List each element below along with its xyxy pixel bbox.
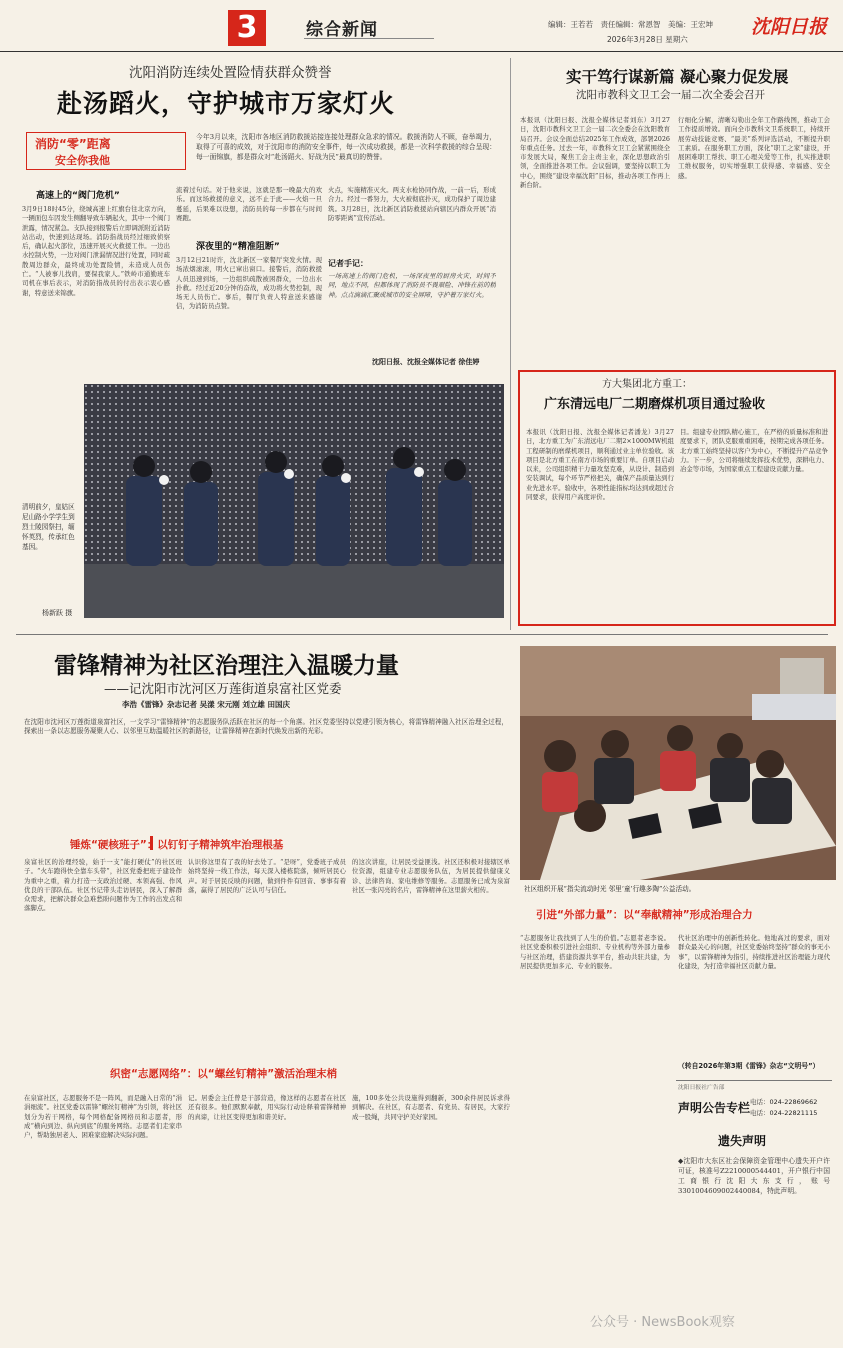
community-photo-caption: 社区组织开展“指尖流动时光 邻里‘童’行趣多陶”公益活动。 xyxy=(524,885,696,893)
fire-slogan-line2: 安全你我他 xyxy=(55,154,110,167)
column-divider xyxy=(510,58,511,630)
leifeng-subhead-3-text: 引进“外部力量”：以“奉献精神”形成治理合力 xyxy=(536,909,753,921)
fire-kicker: 沈阳消防连续处置险情获群众赞誉 xyxy=(129,65,332,81)
leifeng-col-g: “志愿服务让我找到了人生的价值。”志愿者老李说。社区党委积极引进社会组织、专业机构等外部力量参与社区治理，搭建资源共享平台，推动共驻共建，为居民提供更加多元、专业的服务。 xyxy=(520,934,670,970)
power-col-2: 目。组建专业团队精心施工，在严格的质量标准和进度要求下，团队克服重重困难，按期完成各项任务。北方重工始终坚持以客户为中心，不断提升产品竞争力。下一步，公司将继续发挥技术优势，深耕电力、冶金等市场，为国家重点工程建设贡献力量。 xyxy=(680,428,828,474)
fire-reporter-note: 一场高速上的阀门危机，一场深夜里的厨房火灾，时间不同，地点不同，但都体现了消防员不畏艰险、冲锋在前的精神。点点滴滴汇聚成城市的安全屏障，守护着万家灯火。 xyxy=(328,272,496,299)
leifeng-col-c: 的这次讲座，让居民受益匪浅。社区还积极对接辖区单位资源，组建专业志愿服务队伍，为居民提供健康义诊、法律咨询、家电维修等服务。志愿服务已成为泉富社区一张闪亮的名片，雷锋精神在这里薪火相传。 xyxy=(352,858,510,894)
fire-title: 赴汤蹈火，守护城市万家灯火 xyxy=(57,89,396,118)
fire-reporter-note-label: 记者手记： xyxy=(328,259,368,268)
fire-col-2: 流着过句话。对于他来说，这就是那一晚最大的欢乐。而这场救援的意义，远不止于此——火焰一旦蔓延，后果难以设想，消防员的每一步都在与时间赛跑。 xyxy=(176,186,322,222)
leifeng-byline: 李浩《雷锋》杂志记者 吴漾 宋元刚 刘立雄 田国庆 xyxy=(122,700,290,709)
leifeng-subhead-1 xyxy=(70,838,283,853)
leifeng-subhead-1-text: 锤炼“硬核班子”：以钉钉子精神筑牢治理根基 xyxy=(70,839,284,851)
power-col-1: 本报讯（沈阳日报、沈报全媒体记者潘龙）3月27日，北方重工为广东清远电厂二期2×1000MW机组工程研制的磨煤机项目，顺利通过业主单位验收。该项目是北方重工在南方市场的重要订单。自项目启动以来，公司组织精干力量攻坚克难，从设计、制造到安装调试，每个环节严格把关，确保产品质量达到行业先进水平。验收中，各项性能指标均达到或超过合同要求，获得用户高度评价。 xyxy=(526,428,674,502)
section-title: 综合新闻 xyxy=(306,20,378,40)
ceremony-photo xyxy=(84,384,504,618)
ceremony-photo-credit: 杨新跃 摄 xyxy=(42,609,73,617)
fire-subhead-1: 高速上的“阀门危机” xyxy=(36,191,120,201)
power-title: 广东清远电厂二期磨煤机项目通过验收 xyxy=(544,397,766,412)
leifeng-col-b: 认识你这里有了我的好去处了。“是呀”，党委班子成员始终坚持一线工作法，每天深入楼栋院落，倾听居民心声。对于居民反映的问题，做到件件有回音、事事有着落，赢得了居民的广泛认可与信任。 xyxy=(188,858,346,894)
leifeng-col-d: 在泉富社区，志愿服务不是一阵风，而是融入日常的“涓涓细流”。社区党委以雷锋“螺丝钉精神”为引领，将社区划分为若干网格，每个网格配备网格员和志愿者，形成“横向到边、纵向到底”的服务网络。志愿者们走家串户，帮助独居老人、困难家庭解决实际问题。 xyxy=(24,1094,182,1140)
ceremony-photo-art xyxy=(84,384,504,618)
fire-credit: 沈阳日报、沈报全媒体记者 徐佳婷 xyxy=(372,358,480,366)
edu-subtitle: 沈阳市教科文卫工会一届二次全委会召开 xyxy=(576,89,765,101)
ceremony-photo-caption: 清明前夕，皇姑区尼山路小学学生到烈士陵园祭扫，缅怀英烈，传承红色基因。 xyxy=(22,503,75,551)
fire-col-2b: 3月12日21时许，沈北新区一家餐厅突发火情。现场浓烟滚滚，明火已窜出窗口。接警后，消防救援人员迅速到场，一边组织疏散被困群众，一边出水扑救。经过近20分钟的奋战，成功将火势控制，现场无人员伤亡。事后，餐厅负责人特意送来感谢信，为消防员点赞。 xyxy=(176,256,322,311)
leifeng-col-f: 施，100多处公共设施得到翻新，300余件居民诉求得到解决。在社区，有志愿者、有党员、有居民，大家拧成一股绳，共同守护美好家园。 xyxy=(352,1094,510,1121)
mid-rule xyxy=(16,634,828,635)
edu-col-1: 本报讯（沈阳日报、沈报全媒体记者刘东）3月27日，沈阳市教科文卫工会一届二次全委会在沈阳教育局召开。会议全面总结2025年工作成效，部署2026年重点任务。过去一年，市教科文卫工会紧紧围绕全市发展大局，聚焦工会主责主业，深化思想政治引领，全面推进各项工作。会议强调，要坚持以职工为中心，围绕“建设幸福沈阳”目标，推动各项工作再上新台阶。 xyxy=(520,116,670,190)
edu-col-2: 行细化分解，清晰勾勒出全年工作路线图，推动工会工作提质增效。面向全市教科文卫系统职工，持续开展劳动技能竞赛、“最美”系列评选活动，不断提升职工素质。在服务职工方面，深化“职工之家”建设，开展困难职工帮扶、职工心理关爱等工作，扎实推进职工维权服务，切实增强职工获得感、幸福感、安全感。 xyxy=(678,116,830,180)
fire-slogan-line1: 消防“零”距离 xyxy=(35,137,111,151)
newspaper-logo: 沈阳日报 xyxy=(750,16,827,38)
page-number: 3 xyxy=(228,10,266,46)
fire-subhead-2: 深夜里的“精准阻断” xyxy=(196,242,280,252)
ads-phone-1: 电话：024-22869662 xyxy=(750,1098,818,1106)
fire-col-3: 火点，实施精准灭火。两支水枪协同作战，一前一后，形成合力。经过一番努力，大火被彻底扑灭，成功保护了周边建筑。3月28日，沈北新区消防救援站向辖区内群众开展“消防零距离”宣传活动。 xyxy=(328,186,496,222)
fire-slogan-box xyxy=(26,132,186,170)
lost-notice-text: ◆沈阳市大东区社会保障资金管理中心遗失开户许可证，核准号Z2210000544401，开户银行中国工商银行沈阳大东支行，账号3301004609002440084，特此声明。 xyxy=(678,1157,830,1195)
community-activity-photo-art xyxy=(520,646,836,880)
fire-col-1: 3月9日18时45分，绕城高速上红旗台往北京方向，一辆面包车因发生侧翻导致车辆起火，其中一个阀门泄露，情况紧急。支队接到报警后立即调派附近消防站出动，快速到达现场。消防指战员经过细致侦察后，确认起火部位，迅速开展灭火救援工作。一边出水控制火势，一边对阀门泄漏情况进行处置，同时疏散周边群众，最终成功处置险情，未造成人员伤亡。“人被事儿找肩，要保我家人。”铁岭市通勤班车司机在事后表示，对消防指战员的付出表示衷心感谢，特意送来锦旗。 xyxy=(22,205,170,297)
editor-credits: 编辑：王若若 责任编辑：常恩智 美编：王宏坤 xyxy=(548,20,713,29)
leifeng-source: （转自2026年第3期《雷锋》杂志“文明号”） xyxy=(678,1062,820,1070)
lost-notice-title: 遗失声明 xyxy=(718,1134,767,1148)
edu-title: 实干笃行谋新篇 凝心聚力促发展 xyxy=(566,68,789,86)
issue-date: 2026年3月28日 星期六 xyxy=(607,35,688,44)
leifeng-subhead-2-text: 织密“志愿网络”：以“螺丝钉精神”激活治理末梢 xyxy=(110,1068,338,1080)
ads-header: 声明公告专栏 xyxy=(678,1101,751,1115)
ads-sub: 沈阳日报社广告部 xyxy=(678,1085,725,1091)
community-activity-photo xyxy=(520,646,836,880)
leifeng-title: 雷锋精神为社区治理注入温暖力量 xyxy=(54,653,399,679)
ads-phone-2: 电话：024-22821115 xyxy=(750,1109,818,1117)
power-kicker: 方大集团北方重工： xyxy=(602,379,692,390)
leifeng-col-a: 泉富社区的治理经验，始于一支“能打硬仗”的社区班子。“火车跑得快全靠车头带”，社区党委把班子建设作为重中之重，着力打造一支政治过硬、本领高强、作风优良的干部队伍。社区书记带头走访居民，深入了解群众需求，把解决群众急难愁盼问题作为工作的出发点和落脚点。 xyxy=(24,858,182,913)
leifeng-subhead-3 xyxy=(536,908,753,923)
leifeng-col-h: 代社区治理中的创新性转化。他地高过的要求，面对群众最关心的问题，社区党委始终坚持“群众的事无小事”，以雷锋精神为指引，持续推进社区治理能力现代化建设，为打造幸福社区贡献力量。 xyxy=(678,934,830,970)
watermark: 公众号 · NewsBook观察 xyxy=(590,1315,735,1330)
leifeng-col-e: 记。居委会主任曾是干部营造，像这样的志愿者在社区还有很多。他们默默奉献，用实际行动诠释着雷锋精神的真谛，让社区变得更加和谐美好。 xyxy=(188,1094,346,1121)
leifeng-subhead-2 xyxy=(110,1067,337,1082)
leifeng-intro: 在沈阳市沈河区万莲街道泉富社区，一支学习“雷锋精神”的志愿服务队活跃在社区的每一个角落。社区党委坚持以党建引领为核心，将雷锋精神融入社区治理全过程，探索出一条以志愿服务凝聚人心、以邻里互助温暖社区的新路径，让雷锋精神在新时代焕发出新的光彩。 xyxy=(24,718,508,736)
page-header xyxy=(0,0,843,52)
leifeng-subtitle: ——记沈阳市沈河区万莲街道泉富社区党委 xyxy=(104,681,342,696)
fire-intro: 今年3月以来，沈阳市各地区消防救援站接连接处理群众急求的情况。救援消防人不顾，奋举竭力，取得了可喜的成效，对于沈阳市的消防安全事件，每一次成功救援，都是一次科学救援的综合呈现：每一面锦旗，都是群众对“赴汤蹈火、好战为民”最真切的赞誉。 xyxy=(196,133,496,161)
section-rule xyxy=(304,38,434,39)
